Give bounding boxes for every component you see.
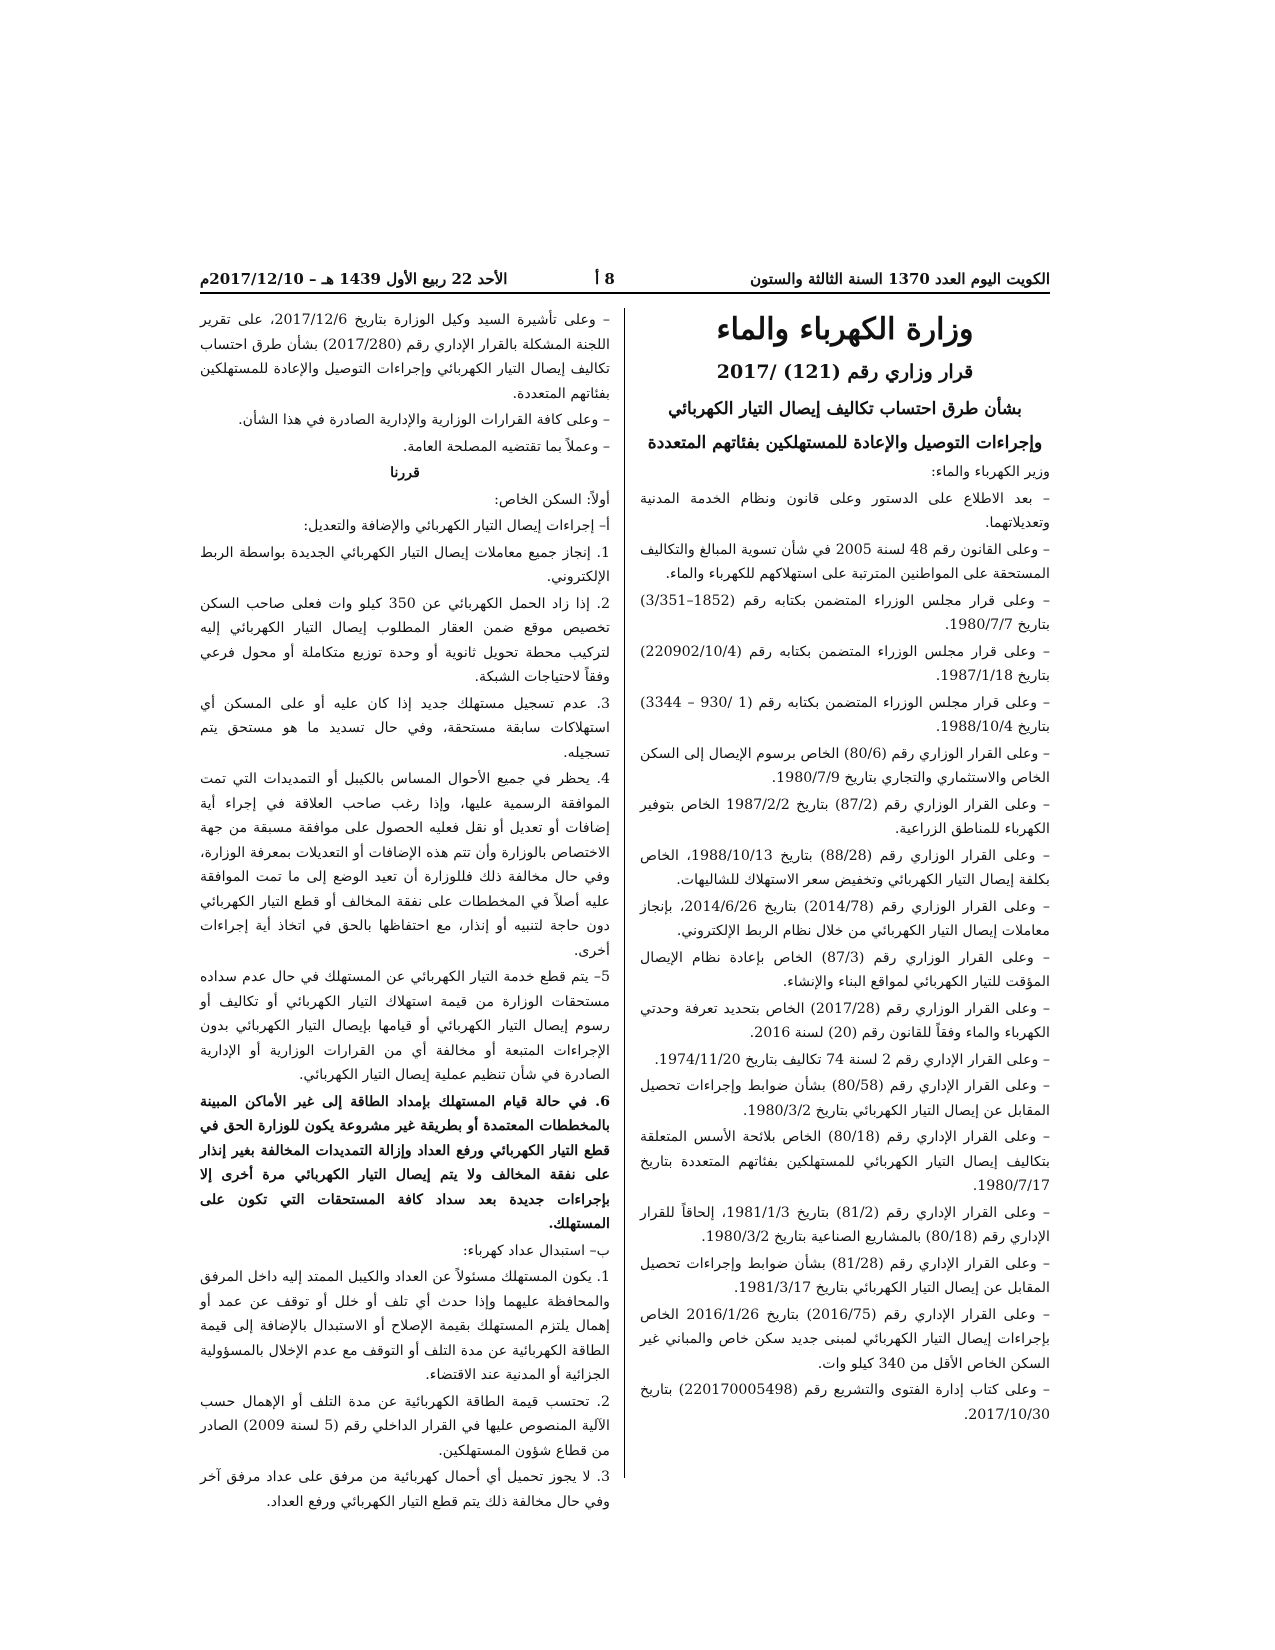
article-item: 1. يكون المستهلك مسئولاً عن العداد والكيبل الممتد إليه داخل المرفق والمحافظة عليهما وإذا حدث أي تلف أو خلل أو توقف عن عمد أو إهمال يلتزم المستهلك بقيمة الإصلاح أو الاستبدال بالإضافة إلى قيمة الطاقة الكهربائية عن مدة التلف أو التوقف مع عدم الإخلال بالمسؤولية الجزائية أو المدنية عند الاقتضاء. (200, 1269, 610, 1383)
article-item: 3. عدم تسجيل مستهلك جديد إذا كان عليه أو على المسكن أي استهلاكات سابقة مستحقة، وفي حال تسديد ما هو مستحق يتم تسجيله. (200, 695, 610, 761)
preamble-paragraph: – وعلى القرار الوزاري رقم (2017/28) الخاص بتحديد تعرفة وحدتي الكهرباء والماء وفقاً للقانون رقم (20) لسنة 2016. (640, 1000, 1050, 1041)
preamble-paragraph: – وعلى القرار الوزاري رقم (80/6) الخاص برسوم الإيصال إلى السكن الخاص والاستثماري والتجاري بتاريخ 1980/7/9. (640, 745, 1051, 786)
subsection-heading: أ– إجراءات إيصال التيار الكهربائي والإضافة والتعديل: (303, 518, 610, 534)
preamble-paragraph: – وعلى القرار الإداري رقم (80/18) الخاص بلائحة الأسس المتعلقة بتكاليف إيصال التيار الكهربائي للمستهلكين بفئاتهم المتعددة بتاريخ 1980/7/17. (640, 1129, 1050, 1194)
header-issue-info: الكويت اليوم العدد 1370 السنة الثالثة والستون (750, 270, 1050, 288)
decided-heading: قررنا (390, 465, 420, 481)
preamble-paragraph: – وعلى القرار الوزاري رقم (87/3) الخاص بإعادة نظام الإيصال المؤقت للتيار الكهربائي لمواقع البناء والإنشاء. (640, 949, 1050, 990)
column-divider (624, 308, 625, 1478)
left-column (200, 308, 610, 1516)
preamble-paragraph: – وعلى قرار مجلس الوزراء المتضمن بكتابه رقم (1852–3/351) بتاريخ 1980/7/7. (640, 592, 1050, 633)
preamble-paragraph: – وعلى كافة القرارات الوزارية والإدارية الصادرة في هذا الشأن. (238, 412, 610, 428)
preamble-paragraph: – وعلى القرار الوزاري رقم (87/2) بتاريخ 1987/2/2 الخاص بتوفير الكهرباء للمناطق الزراعية. (640, 796, 1050, 837)
preamble-paragraph: وزير الكهرباء والماء: (930, 464, 1050, 480)
article-item: 1. إنجاز جميع معاملات إيصال التيار الكهربائي الجديدة بواسطة الربط الإلكتروني. (200, 544, 610, 585)
article-item: 6. في حالة قيام المستهلك بإمداد الطاقة إلى غير الأماكن المبينة بالمخططات المعتمدة أو بطريقة غير مشروعة يكون للوزارة الحق في قطع التيار الكهربائي ورفع العداد وإزالة التمديدات المخالفة بغير إنذار على نفقة المخالف ولا يتم إيصال التيار الكهربائي مرة أخرى إلا بإجراءات جديدة بعد سداد كافة المستحقات التي تكون على المستهلك. (200, 1093, 610, 1232)
preamble-paragraph: – وعلى تأشيرة السيد وكيل الوزارة بتاريخ 2017/12/6، على تقرير اللجنة المشكلة بالقرار الإداري رقم (2017/280) بشأن طرق احتساب تكاليف إيصال التيار الكهربائي وإجراءات التوصيل والإعادة للمستهلكين بفئاتهم المتعددة. (200, 312, 610, 402)
preamble-paragraph: – وعلى القرار الإداري رقم (81/28) بشأن ضوابط وإجراءات تحصيل المقابل عن إيصال التيار الكهربائي بتاريخ 1981/3/17. (640, 1255, 1050, 1296)
header-page-number: 8 أ (595, 270, 615, 288)
preamble-paragraph: – وعلى القانون رقم 48 لسنة 2005 في شأن تسوية المبالغ والتكاليف المستحقة على المواطنين المترتبة على استهلاكهم للكهرباء والماء. (640, 541, 1050, 582)
article-item: 2. إذا زاد الحمل الكهربائي عن 350 كيلو وات فعلى صاحب السكن تخصيص موقع ضمن العقار المطلوب إيصال التيار الكهربائي إليه لتركيب محطة تحويل ثانوية أو وحدة توزيع متكاملة أو محول فرعي وفقاً لاحتياجات الشبكة. (200, 595, 610, 685)
ministry-title: وزارة الكهرباء والماء (716, 312, 974, 347)
right-column (640, 308, 1050, 1429)
gazette-page (200, 262, 1051, 1510)
section-heading: أولاً: السكن الخاص: (494, 491, 610, 508)
article-item: 4. يحظر في جميع الأحوال المساس بالكيبل أو التمديدات التي تمت الموافقة الرسمية عليها، وإذا رغب صاحب العلاقة في إجراء أية إضافات أو تعديل أو نقل فعليه الحصول على موافقة مسبقة من جهة الاختصاص بالوزارة وأن تتم هذه الإضافات أو التعديلات بمعرفة الوزارة، وفي حال مخالفة ذلك فللوزارة أن تعيد الوضع إلى ما تمت الموافقة عليه أصلاً في المخططات على نفقة المخالف أو قطع التيار الكهربائي دون حاجة لتنبيه أو إنذار، مع احتفاظها بالحق في اتخاذ أية إجراءات أخرى. (200, 771, 610, 959)
preamble-paragraph: – وعلى القرار الإداري رقم 2 لسنة 74 تكاليف بتاريخ 1974/11/20. (654, 1051, 1050, 1068)
preamble-paragraph: – وعلى القرار الإداري رقم (81/2) بتاريخ 1981/1/3، إلحاقاً للقرار الإداري رقم (80/18) بالمشاريع الصناعية بتاريخ 1980/3/2. (640, 1204, 1050, 1245)
preamble-paragraph: – وعلى القرار الوزاري رقم (2014/78) بتاريخ 2014/6/26، بإنجاز معاملات إيصال التيار الكهربائي من خلال نظام الربط الإلكتروني. (640, 898, 1050, 939)
preamble-paragraph: – وعلى كتاب إدارة الفتوى والتشريع رقم (220170005498) بتاريخ 2017/10/30. (640, 1382, 1050, 1423)
article-item: 2. تحتسب قيمة الطاقة الكهربائية عن مدة التلف أو الإهمال حسب الآلية المنصوص عليها في القرار الداخلي رقم (5 لسنة 2009) الصادر من قطاع شؤون المستهلكين. (200, 1393, 610, 1459)
article-item: 3. لا يجوز تحميل أي أحمال كهربائية من مرفق على عداد مرفق آخر وفي حال مخالفة ذلك يتم قطع التيار الكهربائي ورفع العداد. (200, 1469, 610, 1510)
running-header (200, 262, 1050, 294)
article-item: 5– يتم قطع خدمة التيار الكهربائي عن المستهلك في حال عدم سداده مستحقات الوزارة من قيمة استهلاك التيار الكهربائي أو تكاليف أو رسوم إيصال التيار الكهربائي أو قيامها بإيصال التيار الكهربائي بدون الإجراءات المتبعة أو مخالفة أي من القرارات الوزارية أو الإدارية الصادرة في شأن تنظيم عملية إيصال التيار الكهربائي. (200, 969, 610, 1083)
preamble-paragraph: – وعلى قرار مجلس الوزراء المتضمن بكتابه رقم (220902/10/4) بتاريخ 1987/1/18. (640, 643, 1050, 684)
subsection-heading: ب– استبدال عداد كهرباء: (462, 1242, 610, 1259)
preamble-paragraph: – وعلى القرار الإداري رقم (80/58) بشأن ضوابط وإجراءات تحصيل المقابل عن إيصال التيار الكهربائي بتاريخ 1980/3/2. (640, 1078, 1050, 1119)
preamble-paragraph: – بعد الاطلاع على الدستور وعلى قانون ونظام الخدمة المدنية وتعديلاتهما. (640, 490, 1050, 531)
preamble-paragraph: – وعلى قرار مجلس الوزراء المتضمن بكتابه رقم (1 /930 – 3344) بتاريخ 1988/10/4. (640, 694, 1050, 735)
decision-subject-line1: بشأن طرق احتساب تكاليف إيصال التيار الكهربائي (668, 399, 1022, 419)
preamble-paragraph: – وعلى القرار الوزاري رقم (88/28) بتاريخ 1988/10/13، الخاص بكلفة إيصال التيار الكهربائي وتخفيض سعر الاستهلاك للشاليهات. (640, 847, 1050, 888)
preamble-paragraph: – وعلى القرار الإداري رقم (2016/75) بتاريخ 2016/1/26 الخاص بإجراءات إيصال التيار الكهربائي لمبنى جديد سكن خاص والمباني غير السكن الخاص الأقل من 340 كيلو وات. (640, 1306, 1050, 1372)
header-date: الأحد 22 ربيع الأول 1439 هـ – 2017/12/10م (200, 270, 508, 288)
preamble-paragraph: – وعملاً بما تقتضيه المصلحة العامة. (402, 438, 610, 455)
decision-subject-line2: وإجراءات التوصيل والإعادة للمستهلكين بفئاتهم المتعددة (647, 433, 1043, 453)
decision-number: قرار وزاري رقم (121) /2017 (716, 361, 974, 383)
